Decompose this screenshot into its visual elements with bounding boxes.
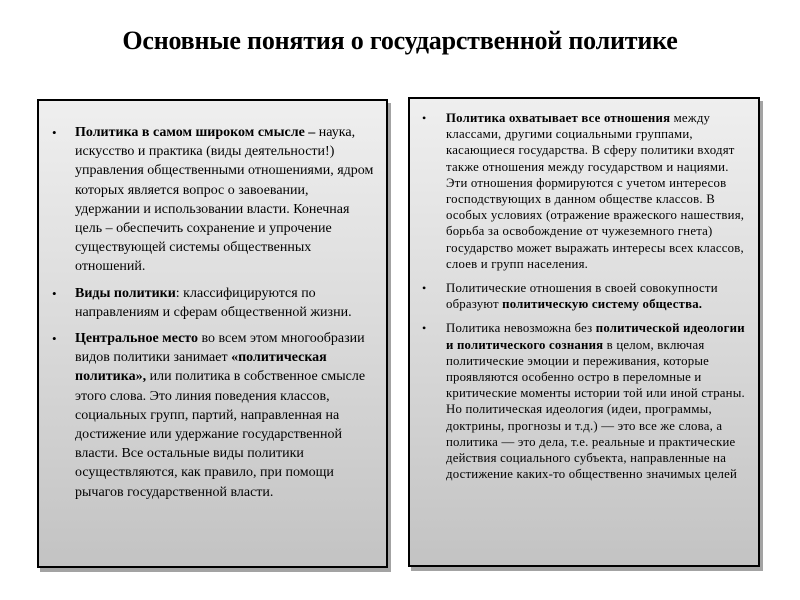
bullet-text-segment: во всем этом многообразии видов политики занимает	[75, 331, 365, 366]
bullet-icon: •	[52, 331, 57, 347]
bullet-icon: •	[422, 321, 427, 336]
bullet-text-segment: наука, искусство и практика (виды деятельности!) управления общественными отношениями, ядром которых является вопрос о завоевании, удержании и использовании власти. Конечная цель – обеспечить сохранение и упрочение существующей системы общественных отношений.	[75, 125, 374, 275]
bullet-text-segment: между классами, другими социальными группами, касающиеся государства. В сферу политики входят также отношения между государством и нациями. Эти отношения формируются с учетом интересов господствующих в данном обществе классов. В особых условиях (отражение вражеского нашествия, борьба за освобождение от чужеземного гнета) государство может выражать интересы всех классов, слоев и групп населения.	[446, 111, 745, 271]
bullet-icon: •	[422, 281, 427, 296]
bullet-item	[52, 329, 374, 502]
bullet-text-bold-segment: Виды политики	[75, 285, 176, 301]
bullet-text-bold-segment: Политика охватывает все отношения	[446, 111, 671, 125]
bullet-text	[75, 123, 374, 277]
bullet-text-bold-segment: Центральное место	[75, 331, 198, 347]
left-bullet-list	[39, 101, 386, 502]
page-title: Основные понятия о государственной политике	[122, 26, 678, 55]
bullet-text	[75, 329, 374, 502]
bullet-text	[446, 110, 750, 272]
right-bullet-list	[410, 99, 758, 482]
bullet-text-bold-segment: Политика в самом широком смысле –	[75, 125, 319, 140]
bullet-text	[75, 284, 374, 322]
bullet-text-bold-segment: «политическая политика»,	[75, 350, 327, 385]
bullet-text-bold-segment: политическую систему общества.	[502, 297, 703, 312]
bullet-item	[416, 320, 750, 482]
bullet-item	[416, 280, 750, 312]
bullet-text-segment: : классифицируются по направлениям и сферам общественной жизни.	[75, 285, 352, 320]
bullet-icon: •	[422, 111, 427, 125]
bullet-item	[52, 284, 374, 322]
left-text-box	[37, 99, 388, 568]
bullet-icon: •	[52, 125, 57, 140]
bullet-text-segment: в целом, включая политические эмоции и переживания, которые проявляются особенно остро в переломные и критические моменты истории той или иной страны. Но политическая идеология (идеи, программы, доктрины, прогнозы и т.д.) — это все же слова, а политика — это дела, т.е. реальные и практические действия социального субъекта, направленные на достижение каких-то общественно значимых целей	[446, 337, 745, 482]
bullet-icon: •	[52, 285, 57, 301]
bullet-item	[416, 110, 750, 272]
bullet-item	[52, 123, 374, 277]
bullet-text	[446, 320, 750, 482]
bullet-text-segment: Политика невозможна без	[446, 321, 596, 336]
bullet-text-segment: или политика в собственное смысле этого слова. Это линия поведения классов, социальных групп, партий, направленная на достижение или удержание государственной власти. Все остальные виды политики осуществляются, как правило, при помощи рычагов государственной власти.	[75, 369, 366, 500]
right-text-box	[408, 97, 760, 567]
bullet-text-segment: Политические отношения в своей совокупности образуют	[446, 281, 718, 312]
bullet-text-bold-segment: политической идеологии и политического сознания	[446, 321, 745, 352]
bullet-text	[446, 280, 750, 312]
